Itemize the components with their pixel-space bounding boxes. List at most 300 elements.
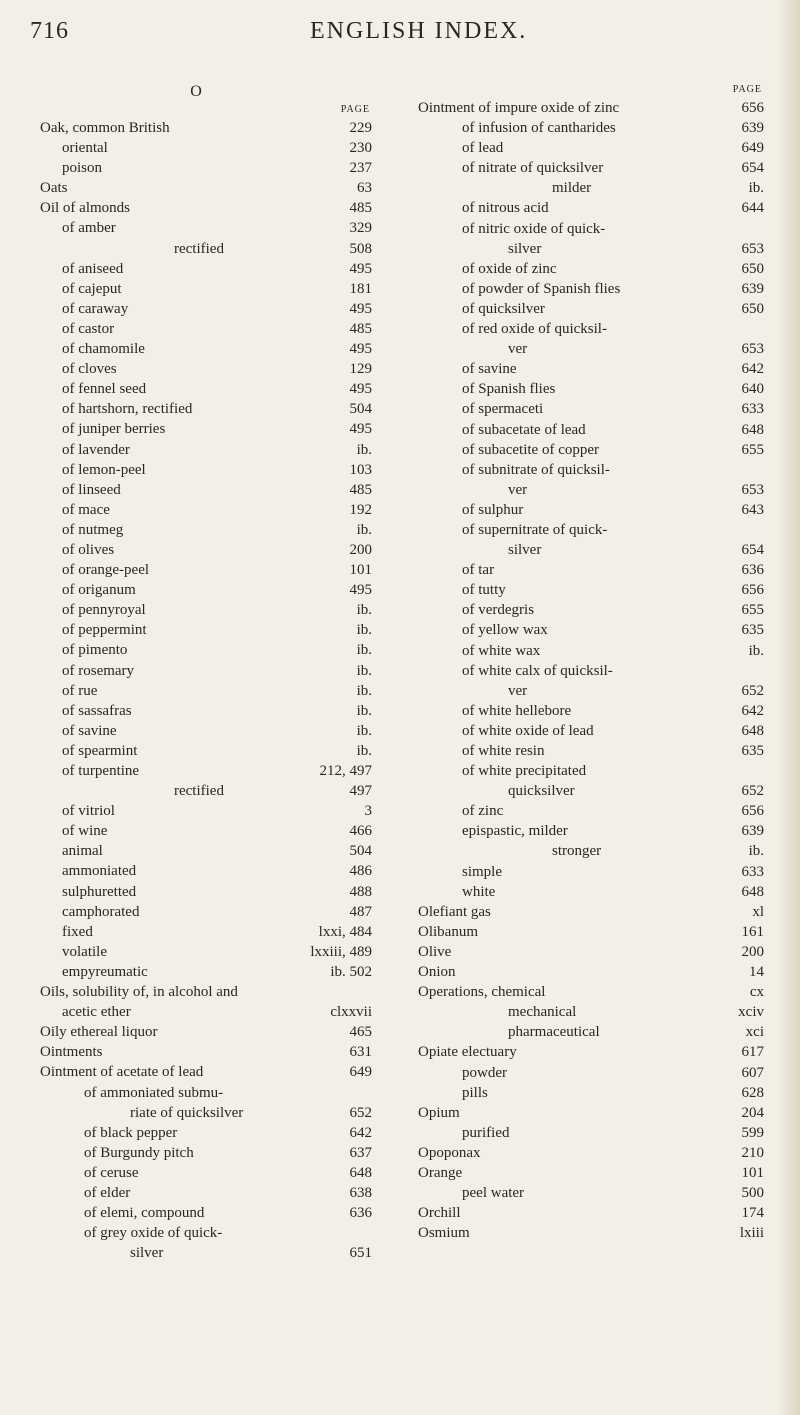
entry-page-ref: 495	[349, 300, 372, 317]
index-entry	[418, 641, 764, 661]
entry-term: of tutty	[462, 582, 506, 599]
left-entry-list	[40, 118, 372, 1263]
index-entry	[418, 942, 764, 962]
entry-page-ref: 212, 497	[319, 763, 372, 779]
entry-term: of savine	[462, 361, 517, 378]
index-entry	[418, 620, 764, 640]
entry-page-ref: 656	[741, 582, 764, 599]
entry-term: of lead	[462, 140, 504, 157]
entry-term: of oxide of zinc	[462, 260, 557, 277]
entry-page-ref	[718, 319, 764, 339]
entry-page-ref: 329	[349, 220, 372, 237]
entry-term: of powder of Spanish flies	[462, 280, 621, 297]
page-edge-shadow	[778, 0, 800, 1415]
entry-page-ref: 633	[741, 401, 764, 418]
index-entry	[418, 701, 764, 721]
entry-term: of sulphur	[462, 501, 524, 518]
index-entry	[418, 982, 764, 1002]
index-entry	[418, 98, 764, 118]
index-entry	[418, 219, 764, 239]
entry-term: of spearmint	[62, 742, 138, 759]
index-entry	[40, 982, 372, 1002]
index-entry	[418, 821, 764, 841]
entry-term: of white wax	[462, 642, 541, 659]
index-entry	[40, 620, 372, 640]
entry-page-ref: lxiii	[739, 1225, 764, 1242]
entry-term: purified	[462, 1124, 510, 1141]
entry-page-ref	[718, 520, 764, 540]
entry-term: of tar	[462, 562, 495, 579]
entry-term: rectified	[174, 240, 224, 257]
entry-page-ref: 635	[741, 743, 764, 759]
index-entry	[418, 761, 764, 781]
entry-page-ref: 495	[349, 341, 372, 358]
entry-page-ref: 652	[349, 1104, 372, 1121]
index-entry	[418, 841, 764, 861]
entry-term: of quicksilver	[462, 300, 545, 317]
entry-term: of sassafras	[62, 702, 132, 719]
entry-term: oriental	[62, 140, 108, 157]
index-entry	[418, 781, 764, 801]
entry-page-ref: 654	[741, 160, 764, 177]
index-entry	[40, 118, 372, 138]
entry-page-ref: 639	[741, 120, 764, 137]
entry-term: mechanical	[508, 1004, 577, 1021]
entry-page-ref: 655	[741, 441, 764, 458]
entry-page-ref: 617	[741, 1044, 764, 1061]
index-entry	[40, 861, 372, 881]
entry-page-ref: ib.	[356, 702, 372, 719]
index-entry	[418, 118, 764, 138]
entry-term: stronger	[552, 843, 602, 860]
entry-page-ref: 642	[741, 361, 764, 378]
entry-term: of subacetite of copper	[462, 441, 600, 458]
entry-term: camphorated	[62, 903, 140, 920]
entry-term: Opoponax	[418, 1144, 481, 1161]
entry-page-ref	[718, 761, 764, 781]
index-entry	[40, 218, 372, 238]
entry-term: Oak, common British	[40, 120, 170, 136]
entry-page-ref: 635	[741, 622, 764, 639]
entry-term: of cajeput	[62, 280, 122, 297]
entry-page-ref: ib.	[748, 180, 764, 197]
index-entry	[40, 500, 372, 520]
entry-page-ref: 648	[741, 722, 764, 739]
entry-page-ref: xci	[745, 1024, 764, 1041]
index-entry	[40, 460, 372, 480]
entry-page-ref: ib.	[356, 441, 372, 458]
entry-page-ref: 504	[349, 401, 372, 418]
index-entry	[40, 962, 372, 982]
index-entry	[40, 138, 372, 158]
entry-term: of ammoniated submu-	[84, 1084, 224, 1101]
entry-page-ref: 495	[349, 421, 372, 438]
index-entry	[418, 1223, 764, 1243]
entry-page-ref: 486	[349, 863, 372, 880]
entry-term: of wine	[62, 823, 108, 840]
index-entry	[418, 721, 764, 741]
index-entry	[418, 580, 764, 600]
entry-page-ref: 14	[749, 964, 764, 981]
entry-page-ref: 642	[349, 1124, 372, 1141]
entry-page-ref: ib.	[356, 722, 372, 739]
index-entry	[40, 902, 372, 922]
entry-page-ref: 495	[349, 582, 372, 599]
entry-page-ref	[310, 982, 372, 1002]
entry-page-ref: ib.	[356, 521, 372, 538]
entry-page-ref: 637	[349, 1144, 372, 1161]
index-entry	[418, 158, 764, 178]
entry-term: Ointment of impure oxide of zinc	[418, 100, 620, 116]
index-entry	[40, 882, 372, 902]
entry-page-ref: 495	[349, 260, 372, 277]
index-entry	[40, 419, 372, 439]
entry-term: Orchill	[418, 1205, 461, 1222]
entry-term: of nitrous acid	[462, 200, 549, 217]
index-entry	[40, 1042, 372, 1062]
index-entry	[40, 1002, 372, 1022]
index-entry	[418, 1022, 764, 1042]
entry-page-ref: lxxi, 484	[318, 923, 372, 940]
entry-page-ref: 3	[364, 803, 372, 820]
entry-page-ref: xl	[752, 903, 764, 920]
index-entry	[418, 1163, 764, 1183]
entry-page-ref: 192	[349, 501, 372, 518]
index-entry	[40, 721, 372, 741]
entry-page-ref: 200	[349, 541, 372, 558]
entry-term: ver	[508, 682, 528, 699]
entry-page-ref: 181	[349, 280, 372, 297]
entry-page-ref: 230	[349, 140, 372, 157]
entry-page-ref: 644	[741, 200, 764, 217]
entry-term: of caraway	[62, 300, 129, 317]
index-entry	[418, 681, 764, 701]
entry-page-ref: ib.	[356, 742, 372, 759]
index-entry	[40, 701, 372, 721]
index-entry	[418, 922, 764, 942]
entry-page-ref: 174	[741, 1205, 764, 1222]
entry-term: of aniseed	[62, 260, 124, 277]
index-entry	[418, 540, 764, 560]
index-entry	[418, 1083, 764, 1103]
index-entry	[40, 480, 372, 500]
index-entry	[40, 359, 372, 379]
entry-term: of pennyroyal	[62, 602, 146, 619]
entry-page-ref: 652	[741, 682, 764, 699]
entry-term: of mace	[62, 501, 110, 518]
index-entry	[40, 1143, 372, 1163]
entry-page-ref: 465	[349, 1024, 372, 1041]
entry-term: Oil of almonds	[40, 200, 130, 217]
entry-term: Opium	[418, 1104, 460, 1121]
entry-page-ref: 631	[349, 1044, 372, 1061]
entry-page-ref: 495	[349, 381, 372, 398]
entry-term: of rue	[62, 682, 98, 699]
entry-term: of white precipitated	[462, 763, 587, 780]
entry-term: of lavender	[62, 441, 130, 458]
index-entry	[418, 319, 764, 339]
entry-term: Ointment of acetate of lead	[40, 1064, 204, 1081]
index-entry	[418, 520, 764, 540]
entry-term: sulphuretted	[62, 883, 137, 900]
entry-page-ref: 200	[741, 943, 764, 960]
entry-term: of nitric oxide of quick-	[462, 220, 606, 237]
page-column-label: PAGE	[732, 84, 762, 95]
entry-term: white	[462, 883, 496, 900]
index-entry	[418, 962, 764, 982]
entry-page-ref: 607	[741, 1064, 764, 1081]
entry-term: of yellow wax	[462, 622, 548, 639]
entry-term: of juniper berries	[62, 421, 166, 438]
index-entry	[40, 661, 372, 681]
entry-term: of spermaceti	[462, 401, 544, 418]
index-entry	[40, 239, 372, 259]
entry-page-ref: 63	[357, 180, 372, 197]
right-entry-list	[418, 98, 764, 1243]
entry-term: Operations, chemical	[418, 984, 546, 1001]
entry-page-ref: ib.	[356, 622, 372, 639]
entry-term: Olive	[418, 943, 452, 960]
entry-term: of grey oxide of quick-	[84, 1225, 223, 1242]
entry-term: of olives	[62, 541, 115, 558]
index-entry	[418, 480, 764, 500]
index-entry	[418, 178, 764, 198]
index-entry	[40, 942, 372, 962]
index-entry	[40, 1163, 372, 1183]
entry-page-ref: ib. 502	[330, 963, 372, 980]
entry-term: Onion	[418, 964, 456, 981]
index-entry	[418, 1203, 764, 1223]
index-entry	[40, 600, 372, 620]
entry-term: ver	[508, 481, 528, 498]
entry-page-ref: 161	[741, 923, 764, 940]
entry-page-ref: xciv	[738, 1004, 764, 1021]
entry-page-ref: 639	[741, 823, 764, 840]
entry-term: of pimento	[62, 642, 128, 659]
entry-term: of elder	[84, 1184, 131, 1201]
index-entry	[418, 902, 764, 922]
index-entry	[418, 399, 764, 419]
index-entry	[40, 259, 372, 279]
entry-term: of elemi, compound	[84, 1205, 205, 1222]
entry-page-ref: 101	[741, 1164, 764, 1181]
right-column	[418, 82, 764, 1243]
entry-page-ref: 649	[741, 140, 764, 157]
entry-page-ref: 210	[741, 1144, 764, 1161]
entry-term: empyreumatic	[62, 963, 148, 980]
entry-term: ammoniated	[62, 863, 137, 880]
index-entry	[40, 1123, 372, 1143]
entry-term: of lemon-peel	[62, 461, 146, 478]
entry-term: Opiate electuary	[418, 1044, 517, 1061]
entry-term: of white hellebore	[462, 702, 572, 719]
entry-term: of Burgundy pitch	[84, 1144, 194, 1161]
index-entry	[40, 1223, 372, 1243]
entry-term: of white resin	[462, 743, 545, 759]
entry-term: silver	[508, 542, 542, 559]
entry-term: animal	[62, 843, 103, 860]
entry-page-ref: 204	[741, 1104, 764, 1121]
entry-term: of nitrate of quicksilver	[462, 160, 604, 177]
index-entry	[40, 440, 372, 460]
entry-page-ref: lxxiii, 489	[310, 943, 372, 960]
index-entry	[40, 1083, 372, 1103]
entry-term: pharmaceutical	[508, 1024, 600, 1041]
index-entry	[40, 1022, 372, 1042]
index-entry	[418, 259, 764, 279]
entry-term: of origanum	[62, 582, 136, 599]
entry-page-ref: 129	[349, 361, 372, 378]
entry-term: of peppermint	[62, 622, 147, 639]
index-entry	[40, 520, 372, 540]
entry-page-ref: 599	[741, 1124, 764, 1141]
index-entry	[40, 379, 372, 399]
index-entry	[40, 339, 372, 359]
entry-page-ref: ib.	[748, 843, 764, 860]
entry-page-ref: 648	[741, 883, 764, 900]
index-entry	[40, 1243, 372, 1263]
index-entry	[418, 741, 764, 761]
entry-page-ref: 633	[741, 863, 764, 880]
entry-page-ref: cx	[749, 984, 764, 1001]
entry-page-ref: 229	[349, 120, 372, 136]
entry-term: of orange-peel	[62, 562, 150, 579]
index-entry	[40, 741, 372, 761]
index-entry	[418, 359, 764, 379]
entry-term: of rosemary	[62, 662, 135, 679]
entry-term: of nutmeg	[62, 521, 124, 538]
entry-term: of chamomile	[62, 341, 145, 358]
entry-page-ref: 653	[741, 481, 764, 498]
index-entry	[40, 299, 372, 319]
page-column-label: PAGE	[340, 104, 370, 115]
entry-page-ref: 652	[741, 783, 764, 800]
entry-term: powder	[462, 1064, 507, 1081]
entry-term: epispastic, milder	[462, 823, 568, 840]
entry-term: Orange	[418, 1164, 463, 1181]
entry-page-ref	[718, 460, 764, 480]
entry-page-ref: 642	[741, 702, 764, 719]
index-entry	[40, 540, 372, 560]
entry-page-ref: 485	[349, 481, 372, 498]
entry-page-ref: 648	[349, 1164, 372, 1181]
entry-page-ref: 648	[741, 421, 764, 438]
entry-page-ref: 651	[349, 1245, 372, 1262]
index-entry	[40, 1203, 372, 1223]
entry-page-ref	[718, 219, 764, 239]
entry-page-ref: 103	[349, 461, 372, 478]
page-header	[30, 18, 760, 52]
entry-term: Ointments	[40, 1044, 103, 1061]
entry-term: of subnitrate of quicksil-	[462, 461, 610, 478]
left-column	[40, 82, 372, 1263]
entry-page-ref: 640	[741, 381, 764, 398]
entry-page-ref: 636	[349, 1205, 372, 1222]
entry-page-ref: 101	[349, 562, 372, 579]
entry-page-ref: 653	[741, 341, 764, 358]
index-entry	[418, 1103, 764, 1123]
entry-page-ref: ib.	[356, 642, 372, 659]
index-entry	[40, 399, 372, 419]
entry-page-ref: 628	[741, 1084, 764, 1101]
entry-page-ref: 485	[349, 320, 372, 337]
index-entry	[40, 1103, 372, 1123]
entry-term: of fennel seed	[62, 381, 147, 398]
index-entry	[418, 882, 764, 902]
index-entry	[40, 560, 372, 580]
entry-page-ref: 653	[741, 240, 764, 257]
entry-term: silver	[130, 1245, 164, 1262]
index-entry	[418, 440, 764, 460]
index-entry	[418, 1042, 764, 1062]
entry-term: of infusion of cantharides	[462, 120, 616, 137]
entry-term: of castor	[62, 320, 115, 337]
entry-term: Oily ethereal liquor	[40, 1024, 158, 1041]
index-entry	[418, 420, 764, 440]
index-entry	[418, 299, 764, 319]
entry-term: of amber	[62, 220, 116, 237]
index-entry	[418, 600, 764, 620]
entry-page-ref: 504	[349, 843, 372, 860]
index-entry	[418, 862, 764, 882]
entry-term: fixed	[62, 923, 93, 940]
index-entry	[40, 841, 372, 861]
entry-term: ver	[508, 341, 528, 358]
entry-term: simple	[462, 863, 502, 880]
index-entry	[418, 1002, 764, 1022]
entry-page-ref: clxxvii	[330, 1004, 372, 1021]
entry-term: Olefiant gas	[418, 903, 491, 920]
index-entry	[40, 158, 372, 178]
entry-term: pills	[462, 1084, 488, 1101]
index-entry	[418, 500, 764, 520]
entry-page-ref: 638	[349, 1184, 372, 1201]
entry-page-ref: ib.	[356, 662, 372, 679]
entry-term: of turpentine	[62, 763, 140, 779]
entry-term: of linseed	[62, 481, 121, 498]
index-entry	[418, 801, 764, 821]
entry-page-ref: 485	[349, 200, 372, 217]
entry-term: Osmium	[418, 1225, 470, 1242]
index-entry	[40, 821, 372, 841]
index-entry	[40, 681, 372, 701]
index-entry	[40, 198, 372, 218]
entry-page-ref: 487	[349, 903, 372, 920]
entry-page-ref: 466	[349, 823, 372, 840]
entry-page-ref: 650	[741, 300, 764, 317]
entry-page-ref: 654	[741, 542, 764, 559]
entry-term: of Spanish flies	[462, 381, 556, 398]
index-entry	[40, 580, 372, 600]
index-entry	[40, 781, 372, 801]
entry-term: of black pepper	[84, 1124, 178, 1141]
entry-page-ref: ib.	[356, 602, 372, 619]
index-entry	[418, 1143, 764, 1163]
entry-term: of verdegris	[462, 602, 535, 619]
entry-page-ref: 508	[349, 240, 372, 257]
entry-term: poison	[62, 160, 103, 177]
index-entry	[40, 178, 372, 198]
index-entry	[40, 640, 372, 660]
entry-page-ref: 237	[349, 160, 372, 177]
entry-term: of cloves	[62, 361, 117, 378]
index-entry	[418, 379, 764, 399]
entry-term: of vitriol	[62, 803, 115, 820]
entry-term: of ceruse	[84, 1164, 139, 1181]
entry-term: of white oxide of lead	[462, 722, 594, 739]
entry-page-ref: ib.	[748, 642, 764, 659]
entry-page-ref: 656	[741, 100, 764, 116]
